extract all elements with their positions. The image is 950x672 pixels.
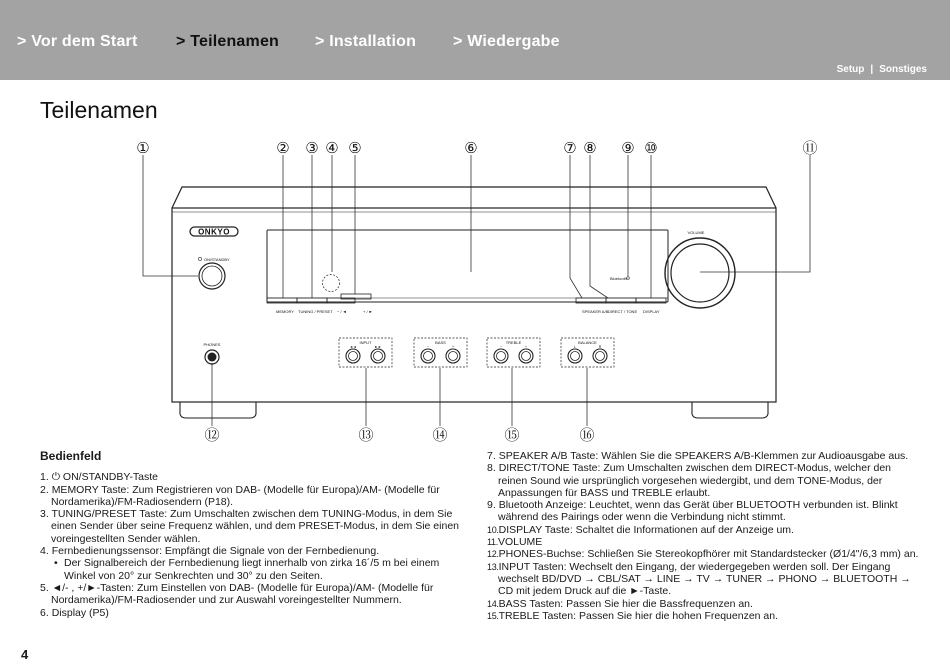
item-text-continued: voreingestellten Sender wählen. — [51, 532, 201, 545]
list-item — [487, 610, 927, 622]
callout-12: ⑫ — [204, 427, 220, 444]
input-left-symbol: ◄◄ — [349, 345, 357, 349]
callout-1: ① — [136, 140, 150, 157]
item-text: ⏻ ON/STANDBY-Taste — [51, 471, 159, 484]
speaker-ab-label: SPEAKER A/B — [582, 309, 609, 314]
list-item — [487, 561, 927, 598]
balance-label: BALANCE — [578, 340, 597, 345]
balance-left-symbol: L — [574, 345, 576, 349]
sub-bullet-text-continued: Winkel von 20° zur Senkrechten und 30° zu den Seiten. — [64, 569, 323, 582]
plus-label: + / ► — [363, 309, 373, 314]
direct-tone-label: DIRECT / TONE — [608, 309, 638, 314]
item-text-continued: wechselt BD/DVD → CBL/SAT → LINE → TV → TUNER → PHONO → BLUETOOTH → — [498, 572, 911, 585]
item-text-continued: Nordamerika)/FM-Radiosender und zur Auswahl voreingestellter Nummern. — [51, 594, 402, 607]
right-item-list — [487, 450, 927, 622]
list-item — [487, 462, 927, 499]
input-right-symbol: ►► — [374, 345, 382, 349]
balance-right-button[interactable] — [593, 345, 607, 363]
display-label: DISPLAY — [643, 309, 660, 314]
item-number: 12. — [487, 549, 499, 560]
minus-label: − / ◄ — [337, 309, 347, 314]
callout-10: ⑩ — [644, 140, 658, 157]
bass-left-button[interactable] — [421, 345, 435, 363]
item-text-continued: während des Pairings oder wenn die Verbindung nicht stimmt. — [498, 511, 786, 524]
item-number: 8. — [487, 462, 499, 475]
item-number: 5. — [40, 581, 52, 594]
input-left-button[interactable] — [346, 345, 360, 363]
sublink-separator: | — [870, 64, 874, 75]
list-item — [487, 499, 927, 524]
item-number: 11. — [487, 537, 498, 548]
remote-sensor — [323, 275, 340, 292]
callout-6: ⑥ — [464, 140, 478, 157]
list-item — [40, 545, 470, 557]
balance-left-button[interactable] — [568, 345, 582, 363]
treble-left-button[interactable] — [494, 345, 508, 363]
bass-group — [414, 338, 467, 367]
brand-label: ONKYO — [198, 227, 230, 237]
list-item — [487, 450, 927, 462]
power-label: ON/STANDBY — [204, 257, 230, 262]
item-text: TUNING/PRESET Taste: Zum Umschalten zwischen dem TUNING-Modus, in dem Sie — [51, 508, 453, 521]
callout-11: ⑪ — [802, 140, 818, 157]
list-item — [487, 524, 927, 536]
list-item — [40, 484, 470, 509]
bluetooth-indicator — [627, 277, 630, 280]
tuning-preset-label: TUNING / PRESET — [298, 309, 333, 314]
item-number: 1. — [40, 471, 52, 484]
bluetooth-label: Bluetooth — [610, 276, 627, 281]
callout-5: ⑤ — [348, 140, 362, 157]
item-text-continued: einen Sender über seine Frequenz wählen, und dem PRESET-Modus, in dem Sie einen — [51, 520, 459, 533]
sub-bullet-text: Der Signalbereich der Fernbedienung liegt innerhalb von zirka 16´/5 m bei einem — [64, 557, 440, 570]
volume-knob[interactable] — [665, 238, 735, 308]
item-number: 4. — [40, 545, 52, 558]
link-setup[interactable]: Setup — [836, 64, 865, 75]
control-groups — [339, 338, 614, 367]
bullet: • — [54, 557, 58, 570]
bedienfeld-right-column — [487, 450, 927, 622]
item-text-continued: Nordamerika)/FM-Radiosendern (P18). — [51, 495, 234, 508]
input-right-button[interactable] — [371, 345, 385, 363]
callout-8: ⑧ — [583, 140, 597, 157]
callout-4: ④ — [325, 140, 339, 157]
bass-right-symbol: + — [451, 345, 455, 349]
item-text: DISPLAY Taste: Schaltet die Informationen auf der Anzeige um. — [498, 523, 794, 536]
item-number: 9. — [487, 499, 499, 512]
nav-installation[interactable]: > Installation — [315, 33, 417, 50]
sub-bullet-item — [40, 557, 470, 582]
treble-right-button[interactable] — [519, 345, 533, 363]
item-text: TREBLE Tasten: Passen Sie hier die hohen Frequenzen an. — [498, 609, 779, 622]
callout-3: ③ — [305, 140, 319, 157]
item-text: ◄/- , +/►-Tasten: Zum Einstellen von DAB- (Modelle für Europa)/AM- (Modelle für — [51, 581, 434, 594]
list-item — [487, 598, 927, 610]
bass-left-symbol: − — [426, 345, 430, 349]
item-text: VOLUME — [497, 536, 543, 549]
list-item — [40, 607, 470, 619]
item-text-continued: CD mit jedem Druck auf die ►-Taste. — [498, 585, 672, 598]
item-text: SPEAKER A/B Taste: Wählen Sie die SPEAKERS A/B-Klemmen zur Audioausgabe aus. — [498, 450, 909, 462]
item-number: 14. — [487, 598, 499, 609]
item-number: 7. — [487, 450, 499, 462]
nav-vor-dem-start[interactable]: > Vor dem Start — [17, 33, 138, 50]
item-number: 13. — [487, 561, 499, 572]
list-item — [487, 548, 927, 560]
item-text: DIRECT/TONE Taste: Zum Umschalten zwischen dem DIRECT-Modus, welcher den — [498, 462, 892, 475]
treble-group — [487, 338, 540, 367]
callout-15: ⑮ — [504, 427, 520, 444]
callout-lines — [143, 155, 810, 426]
section-heading: Bedienfeld — [40, 449, 102, 463]
bass-label: BASS — [435, 340, 446, 345]
phones-jack[interactable] — [205, 350, 219, 364]
phones-label: PHONES — [203, 342, 221, 347]
callout-13: ⑬ — [358, 427, 374, 444]
bass-right-button[interactable] — [446, 345, 460, 363]
item-text: Bluetooth Anzeige: Leuchtet, wenn das Gerät über BLUETOOTH verbunden ist. Blinkt — [498, 499, 898, 512]
link-sonstiges[interactable]: Sonstiges — [879, 64, 927, 75]
left-item-list — [40, 471, 470, 619]
page-number: 4 — [21, 647, 29, 662]
power-button[interactable] — [198, 257, 230, 289]
list-item — [40, 582, 470, 607]
item-number: 15. — [487, 610, 499, 621]
item-number: 6. — [40, 606, 52, 619]
item-number: 3. — [40, 508, 52, 521]
item-text-continued: reinen Sound wie ursprünglich vorgesehen wiedergibt, und dem TONE-Modus, der — [498, 474, 883, 487]
item-text: MEMORY Taste: Zum Registrieren von DAB- (Modelle für Europa)/AM- (Modelle für — [51, 483, 440, 496]
treble-label: TREBLE — [505, 340, 522, 345]
nav-teilenamen[interactable]: > Teilenamen — [176, 33, 280, 50]
treble-left-symbol: − — [499, 345, 503, 349]
treble-right-symbol: + — [524, 345, 528, 349]
onkyo-logo — [190, 227, 238, 237]
page-title: Teilenamen — [40, 97, 158, 123]
item-number: 2. — [40, 483, 52, 496]
input-group — [339, 338, 392, 367]
item-text: Display (P5) — [51, 606, 109, 619]
bedienfeld-left-column — [40, 450, 470, 619]
callout-9: ⑨ — [621, 140, 635, 157]
callout-16: ⑯ — [579, 427, 595, 444]
list-item — [40, 471, 470, 483]
callout-7: ⑦ — [563, 140, 577, 157]
nav-wiedergabe[interactable]: > Wiedergabe — [453, 33, 560, 50]
item-number: 10. — [487, 524, 499, 535]
item-text: PHONES-Buchse: Schließen Sie Stereokopfhörer mit Standardstecker (Ø1/4"/6,3 mm) an. — [498, 548, 919, 561]
input-label: INPUT — [359, 340, 372, 345]
callout-14: ⑭ — [432, 427, 448, 444]
callout-2: ② — [276, 140, 290, 157]
balance-right-symbol: R — [598, 345, 602, 349]
balance-group — [561, 338, 614, 367]
list-item — [487, 536, 927, 548]
memory-label: MEMORY — [276, 309, 294, 314]
item-text-continued: Anpassungen für BASS und TREBLE erlaubt. — [498, 486, 711, 499]
list-item — [40, 508, 470, 545]
item-text: Fernbedienungssensor: Empfängt die Signale von der Fernbedienung. — [51, 545, 380, 558]
item-text: BASS Tasten: Passen Sie hier die Bassfrequenzen an. — [498, 597, 753, 610]
volume-label: VOLUME — [687, 230, 705, 235]
receiver-chassis — [172, 187, 776, 418]
item-text: INPUT Tasten: Wechselt den Eingang, der wiedergegeben werden soll. Der Eingang — [498, 560, 891, 573]
